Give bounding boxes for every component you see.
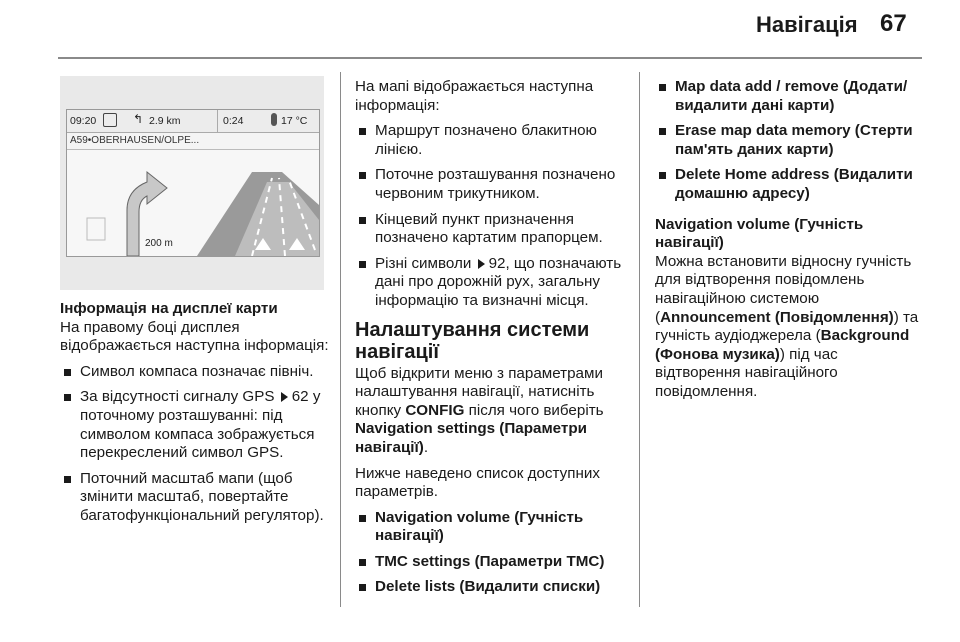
list-item: Поточне розташування позначено червоним трикутником. (355, 166, 633, 203)
menu-item-name: Navigation settings (Параметри навігації) (355, 420, 587, 456)
page-reference[interactable]: 62 (291, 388, 309, 406)
page-reference-icon (281, 392, 288, 402)
list-item: Символ компаса позначає північ. (60, 363, 332, 382)
street-name: A59•OBERHAUSEN/OLPE... (70, 135, 200, 146)
config-paragraph: Щоб відкрити меню з параметрами налаштування навігації, натисніть кнопку CONFIG після чого виберіть Navigation settings (Параметри навігації). (355, 364, 604, 456)
page-number: 67 (880, 10, 907, 37)
option-item: Delete lists (Видалити списки) (355, 578, 633, 597)
list-item: За відсутності сигналу GPS 62 у поточному розташуванні: під символом компаса зображується перекреслений символ GPS. (60, 388, 332, 462)
map-scale: 200 m (145, 238, 173, 249)
option-item: Delete Home address (Видалити домашню адресу) (655, 166, 923, 203)
config-button-name: CONFIG (405, 401, 465, 419)
option-item: Erase map data memory (Стерти пам'ять даних карти) (655, 122, 923, 159)
options-intro: Нижче наведено список доступних параметрів. (355, 464, 600, 501)
settings-options-list-cont (655, 78, 923, 204)
thermometer-icon (271, 113, 277, 126)
list-item: Кінцевий пункт призначення позначено картатим прапорцем. (355, 211, 633, 248)
turn-icon: ↰ (133, 112, 144, 126)
column-3 (655, 78, 923, 409)
section-title: Налаштування системи навігації (355, 318, 590, 363)
duration-readout: 0:24 (223, 115, 244, 127)
option-item: TMC settings (Параметри TMC) (355, 553, 633, 572)
status-separator (217, 110, 218, 132)
intro-paragraph: На мапі відображається наступна інформація: (355, 78, 594, 114)
status-bar (67, 110, 319, 133)
info-list (60, 363, 332, 526)
clock: 09:20 (70, 115, 97, 127)
page-title: Навігація (756, 12, 858, 37)
volume-paragraph: Можна встановити відносну гучність для відтворення повідомлень навігаційною системою (Announcement (Повідомлення)) та гучність аудіоджерела (Background (Фонова музика)) під час відтворення навігаційного повідомлення. (655, 252, 919, 400)
page-reference-icon (478, 259, 485, 269)
section-heading: Інформація на дисплеї карти (60, 300, 278, 317)
column-divider-1 (340, 72, 341, 607)
distance-readout: 2.9 km (149, 115, 181, 127)
list-item: Поточний масштаб мапи (щоб змінити масштаб, повертайте багатофункціональний регулятор). (60, 470, 332, 526)
column-1 (60, 300, 332, 533)
list-item: Різні символи 92, що позначають дані про дорожній рух, загальну інформацію та визначні місця. (355, 255, 633, 311)
option-item: Map data add / remove (Додати/ видалити дані карти) (655, 78, 923, 115)
header-divider (58, 57, 922, 59)
list-item: Маршрут позначено блакитною лінією. (355, 122, 633, 159)
subsection-heading: Navigation volume (Гучність навігації) (655, 215, 864, 252)
settings-options-list (355, 509, 633, 597)
street-bar (67, 133, 319, 150)
navigation-display-illustration (60, 76, 324, 290)
column-divider-2 (639, 72, 640, 607)
temperature-readout: 17 °C (281, 115, 308, 127)
compass-icon (103, 113, 117, 127)
map-info-list (355, 122, 633, 310)
option-item: Navigation volume (Гучність навігації) (355, 509, 633, 546)
intro-paragraph: На правому боці дисплея відображається наступна інформація: (60, 318, 329, 355)
display-screen (66, 109, 320, 257)
page-reference[interactable]: 92 (488, 254, 506, 272)
column-2 (355, 78, 633, 604)
